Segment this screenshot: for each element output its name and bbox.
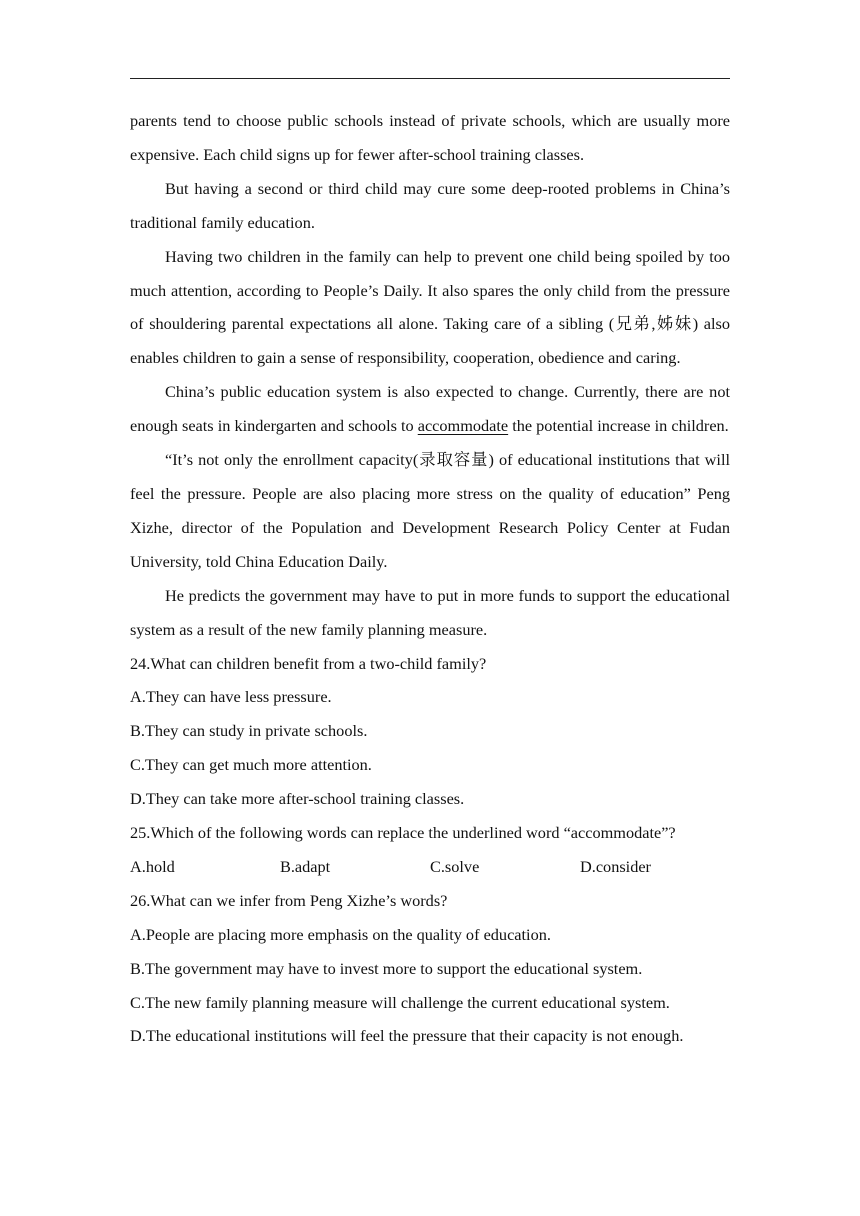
question-26-option-a: A.People are placing more emphasis on the quality of education. <box>130 924 551 944</box>
question-25-stem: 25.Which of the following words can replace the underlined word “accommodate”? <box>130 823 676 843</box>
paragraph-4-text-start: China’s public education system is also expected to change. Currently, there are not enough seats in kindergarten and schools to <box>130 382 730 436</box>
passage-content <box>130 104 730 1053</box>
question-24-option-b: B.They can study in private schools. <box>130 721 368 741</box>
paragraph-2: But having a second or third child may cure some deep-rooted problems in China’s traditional family education. <box>130 178 730 232</box>
question-26-stem: 26.What can we infer from Peng Xizhe’s words? <box>130 890 448 910</box>
header-rule <box>130 78 730 79</box>
question-25-option-b: B.adapt <box>280 856 331 876</box>
underlined-word: accommodate <box>417 416 509 436</box>
paragraph-6: He predicts the government may have to put in more funds to support the educational system as a result of the new family planning measure. <box>130 585 730 639</box>
question-25-option-a: A.hold <box>130 856 175 876</box>
question-26-option-d: D.The educational institutions will feel the pressure that their capacity is not enough. <box>130 1026 684 1046</box>
paragraph-4-text-end: the potential increase in children. <box>508 416 729 436</box>
question-25-options <box>130 850 730 884</box>
question-24-option-d: D.They can take more after-school training classes. <box>130 789 465 809</box>
question-25-option-d: D.consider <box>580 856 651 876</box>
question-24-option-c: C.They can get much more attention. <box>130 755 372 775</box>
paragraph-5: “It’s not only the enrollment capacity(录取容量) of educational institutions that will feel the pressure. People are also placing more stress on the quality of education” Peng Xizhe, director of the Population and Development Research Policy Center at Fudan University, told China Education Daily. <box>130 450 730 571</box>
question-26-option-c: C.The new family planning measure will challenge the current educational system. <box>130 992 670 1012</box>
paragraph-3: Having two children in the family can help to prevent one child being spoiled by too much attention, according to People’s Daily. It also spares the only child from the pressure of shouldering parental expectations all alone. Taking care of a sibling (兄弟,姊妹) also enables children to gain a sense of responsibility, cooperation, obedience and caring. <box>130 246 730 368</box>
question-26-option-b: B.The government may have to invest more to support the educational system. <box>130 958 643 978</box>
question-25-option-c: C.solve <box>430 856 480 876</box>
paragraph-1: parents tend to choose public schools instead of private schools, which are usually more expensive. Each child signs up for fewer after-school training classes. <box>130 111 730 164</box>
question-24-option-a: A.They can have less pressure. <box>130 687 332 707</box>
question-24-stem: 24.What can children benefit from a two-child family? <box>130 653 487 673</box>
paragraph-4 <box>130 375 730 443</box>
